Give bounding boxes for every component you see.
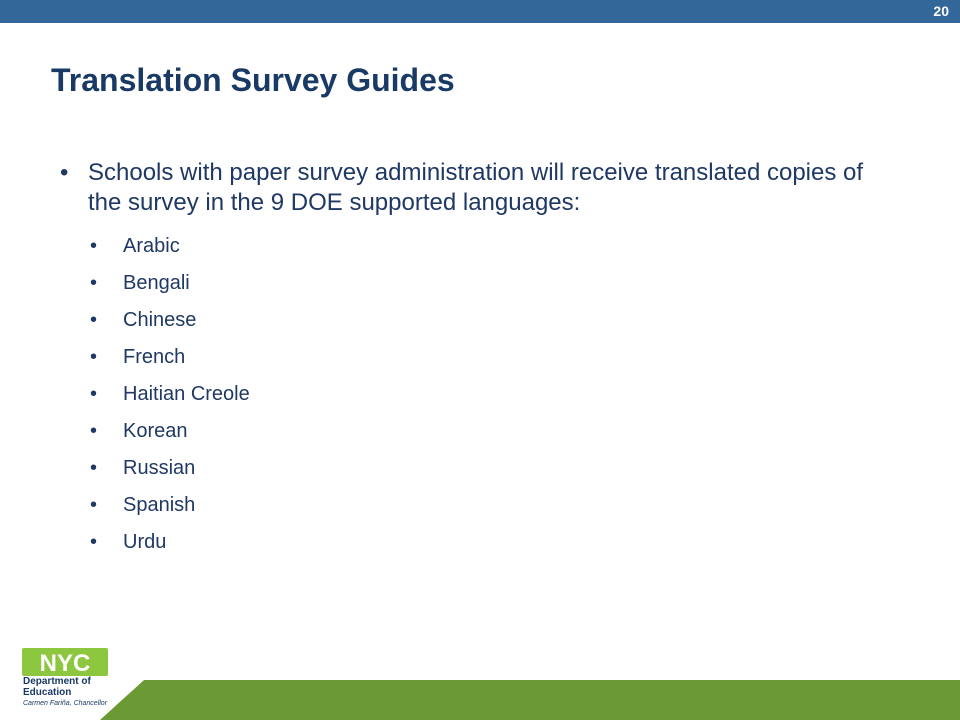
language-item <box>90 413 250 450</box>
language-label: Haitian Creole <box>123 383 250 405</box>
language-item <box>90 302 250 339</box>
language-item <box>90 450 250 487</box>
bullet-dot-icon: • <box>60 159 69 186</box>
bullet-dot-icon: • <box>90 494 98 516</box>
language-label: Bengali <box>123 272 190 294</box>
language-label: French <box>123 346 186 368</box>
language-label: Urdu <box>123 531 167 553</box>
bullet-dot-icon: • <box>90 309 98 331</box>
main-bullet-text: Schools with paper survey administration will receive translated copies of the survey in the 9 DOE supported languages: <box>88 159 864 216</box>
language-item <box>90 376 250 413</box>
language-label: Arabic <box>123 235 180 257</box>
nyc-logo-text: NYC <box>39 650 91 676</box>
nyc-doe-logo <box>22 648 132 714</box>
bullet-dot-icon: • <box>90 383 98 405</box>
language-label: Russian <box>123 457 196 479</box>
language-item <box>90 265 250 302</box>
bullet-dot-icon: • <box>90 346 98 368</box>
logo-line-2: Education <box>23 687 72 698</box>
language-item <box>90 339 250 376</box>
page-number: 20 <box>933 3 949 19</box>
footer-bar <box>100 680 960 720</box>
bullet-dot-icon: • <box>90 235 98 257</box>
language-item <box>90 228 250 265</box>
language-label: Spanish <box>123 494 196 516</box>
bullet-dot-icon: • <box>90 272 98 294</box>
language-item <box>90 487 250 524</box>
nyc-logo-mark-icon <box>22 648 108 676</box>
bullet-dot-icon: • <box>90 457 98 479</box>
logo-line-1: Department of <box>23 676 91 687</box>
language-list <box>90 228 250 561</box>
bullet-dot-icon: • <box>90 531 98 553</box>
logo-subtitle: Carmen Fariña, Chancellor <box>23 700 108 707</box>
top-bar <box>0 0 960 23</box>
main-bullet <box>60 158 880 218</box>
language-label: Chinese <box>123 309 197 331</box>
language-label: Korean <box>123 420 188 442</box>
language-item <box>90 524 250 561</box>
slide-title: Translation Survey Guides <box>51 62 455 98</box>
bullet-dot-icon: • <box>90 420 98 442</box>
